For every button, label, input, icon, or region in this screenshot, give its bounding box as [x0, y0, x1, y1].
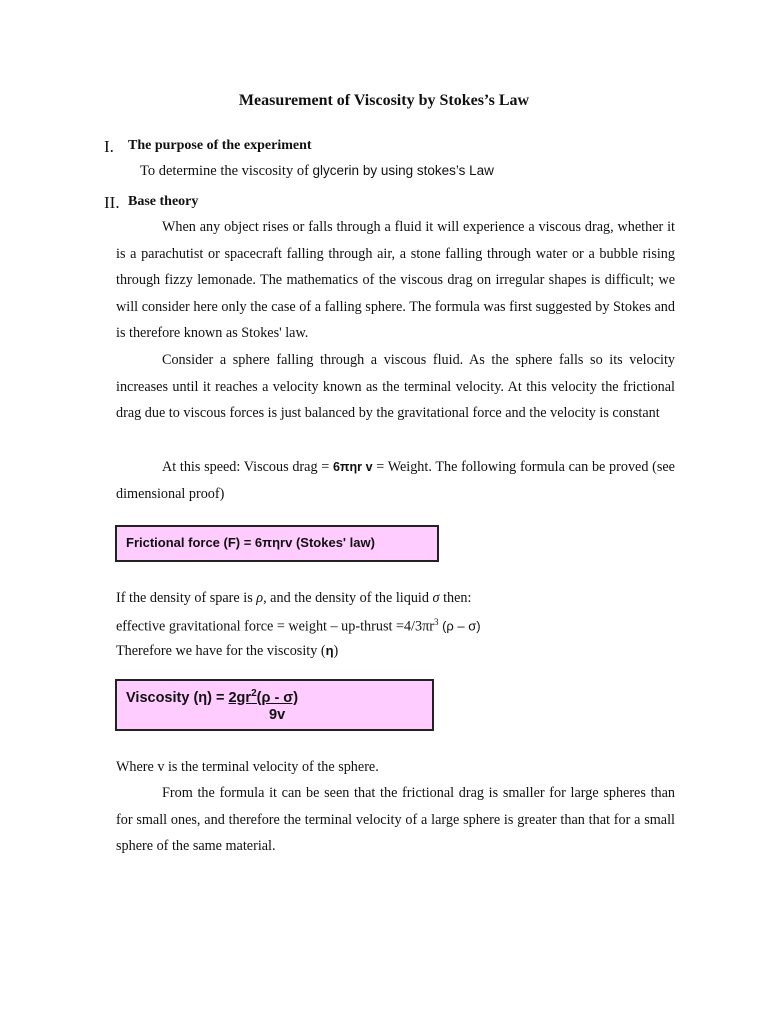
effective-line-b: (ρ – σ): [438, 618, 481, 634]
viscosity-formula-box: [115, 679, 434, 731]
section-2-number: II.: [104, 193, 120, 212]
therefore-line-a: Therefore we have for the viscosity (: [116, 643, 326, 659]
sigma-symbol: σ: [432, 590, 440, 606]
theory-paragraph-1: [116, 214, 675, 347]
numerator-sup: 2: [251, 688, 257, 699]
effective-force-line: [116, 617, 481, 636]
purpose-text-b: glycerin by using stokes’s Law: [312, 163, 494, 178]
purpose-text-a: To determine the viscosity of: [140, 163, 313, 179]
document-title: Measurement of Viscosity by Stokes’s Law: [238, 92, 530, 109]
therefore-line: [116, 643, 338, 660]
effective-line-sup: 3: [433, 617, 439, 627]
section-1-heading: The purpose of the experiment: [128, 138, 312, 153]
viscosity-formula-numerator-line: [126, 688, 298, 706]
viscosity-denominator: 9v: [269, 707, 286, 723]
theory-paragraph-2: [116, 347, 675, 427]
effective-line-a: effective gravitational force = weight – up-thrust =4/3πr: [116, 618, 434, 635]
therefore-line-b: ): [333, 643, 339, 659]
theory-paragraph-3: [116, 454, 675, 507]
stokes-law-box: [115, 525, 439, 562]
viscosity-numerator: [228, 690, 298, 706]
rho-symbol: ρ: [256, 590, 264, 606]
eta-symbol: η: [325, 643, 334, 658]
theory-paragraph-3-b: = Weight. The following formula can be proved (see dimensional proof): [116, 459, 675, 502]
density-line: [116, 590, 471, 607]
theory-paragraph-1-text: When any object rises or falls through a fluid it will experience a viscous drag, whether it is a parachutist or spacecraft falling through air, a stone falling through water or a bubble rising through fizzy lemonade. The mathematics of the viscous drag on irregular shapes is difficult; we will consider here only the case of a falling sphere. The formula was first suggested by Stokes and is therefore known as Stokes' law.: [116, 219, 675, 342]
theory-paragraph-2-text: Consider a sphere falling through a viscous fluid. As the sphere falls so its velocity increases until it reaches a velocity known as the terminal velocity. At this velocity the frictional drag due to viscous forces is just balanced by the gravitational force and the velocity is constant: [116, 352, 675, 422]
numerator-a: 2gr: [228, 689, 252, 706]
numerator-b: (ρ - σ): [256, 689, 299, 706]
where-line: Where v is the terminal velocity of the sphere.: [116, 759, 379, 775]
viscosity-label: Viscosity (η) =: [126, 689, 229, 706]
density-line-a: If the density of spare is: [116, 590, 257, 606]
final-paragraph-text: From the formula it can be seen that the frictional drag is smaller for large spheres than for small ones, and therefore the terminal velocity of a large sphere is greater than that for a small sphere of the same material.: [116, 785, 675, 855]
purpose-text: [140, 163, 494, 180]
density-line-b: , and the density of the liquid: [263, 590, 433, 606]
section-1-number: I.: [104, 137, 114, 156]
viscous-drag-formula: 6πηr v: [332, 460, 373, 474]
density-line-c: then:: [439, 590, 472, 606]
stokes-law-formula: Frictional force (F) = 6πηrv (Stokes' law): [126, 535, 375, 550]
section-2-heading: Base theory: [128, 194, 199, 209]
theory-paragraph-3-a: At this speed: Viscous drag =: [162, 459, 333, 475]
final-paragraph: [116, 780, 675, 860]
